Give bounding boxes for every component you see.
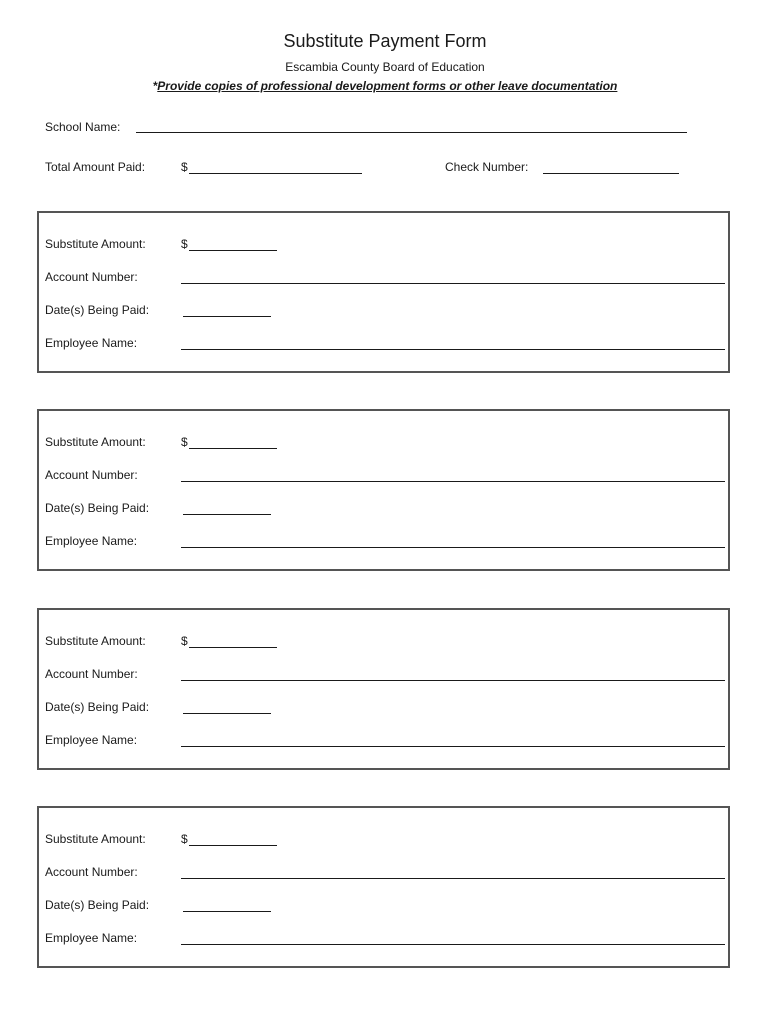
dates-being-paid-field[interactable] — [183, 514, 271, 515]
check-number-field[interactable] — [543, 173, 679, 174]
employee-name-label: Employee Name: — [45, 336, 138, 350]
account-number-label: Account Number: — [45, 865, 138, 879]
account-number-field[interactable] — [181, 680, 725, 681]
employee-name-field[interactable] — [181, 746, 725, 747]
employee-name-label: Employee Name: — [45, 534, 138, 548]
dates-being-paid-field[interactable] — [183, 713, 271, 714]
substitute-amount-currency: $ — [181, 634, 188, 648]
substitute-amount-field[interactable] — [189, 647, 277, 648]
account-number-field[interactable] — [181, 878, 725, 879]
substitute-amount-field[interactable] — [189, 448, 277, 449]
substitute-amount-currency: $ — [181, 435, 188, 449]
dates-being-paid-label: Date(s) Being Paid: — [45, 700, 150, 714]
employee-name-field[interactable] — [181, 349, 725, 350]
dates-being-paid-field[interactable] — [183, 911, 271, 912]
substitute-amount-label: Substitute Amount: — [45, 634, 146, 648]
substitute-entry-3 — [37, 608, 730, 770]
substitute-entry-4 — [37, 806, 730, 968]
total-amount-currency: $ — [181, 160, 188, 174]
total-amount-paid-field[interactable] — [189, 173, 362, 174]
documentation-notice — [0, 79, 770, 93]
total-amount-paid-label: Total Amount Paid: — [45, 160, 146, 174]
organization-name: Escambia County Board of Education — [285, 60, 485, 74]
substitute-entry-2 — [37, 409, 730, 571]
employee-name-label: Employee Name: — [45, 931, 138, 945]
account-number-label: Account Number: — [45, 270, 138, 284]
employee-name-label: Employee Name: — [45, 733, 138, 747]
substitute-amount-label: Substitute Amount: — [45, 237, 146, 251]
notice-text: Provide copies of professional development forms or other leave documentation — [157, 79, 618, 93]
school-name-label: School Name: — [45, 120, 121, 134]
check-number-label: Check Number: — [445, 160, 529, 174]
substitute-amount-field[interactable] — [189, 845, 277, 846]
account-number-label: Account Number: — [45, 468, 138, 482]
school-name-field[interactable] — [136, 132, 687, 133]
employee-name-field[interactable] — [181, 547, 725, 548]
notice-asterisk: * — [152, 79, 158, 93]
account-number-label: Account Number: — [45, 667, 138, 681]
dates-being-paid-label: Date(s) Being Paid: — [45, 898, 150, 912]
dates-being-paid-field[interactable] — [183, 316, 271, 317]
employee-name-field[interactable] — [181, 944, 725, 945]
substitute-amount-field[interactable] — [189, 250, 277, 251]
account-number-field[interactable] — [181, 481, 725, 482]
form-title: Substitute Payment Form — [283, 31, 487, 51]
substitute-amount-currency: $ — [181, 832, 188, 846]
dates-being-paid-label: Date(s) Being Paid: — [45, 501, 150, 515]
dates-being-paid-label: Date(s) Being Paid: — [45, 303, 150, 317]
substitute-amount-label: Substitute Amount: — [45, 832, 146, 846]
account-number-field[interactable] — [181, 283, 725, 284]
substitute-amount-label: Substitute Amount: — [45, 435, 146, 449]
substitute-entry-1 — [37, 211, 730, 373]
substitute-amount-currency: $ — [181, 237, 188, 251]
